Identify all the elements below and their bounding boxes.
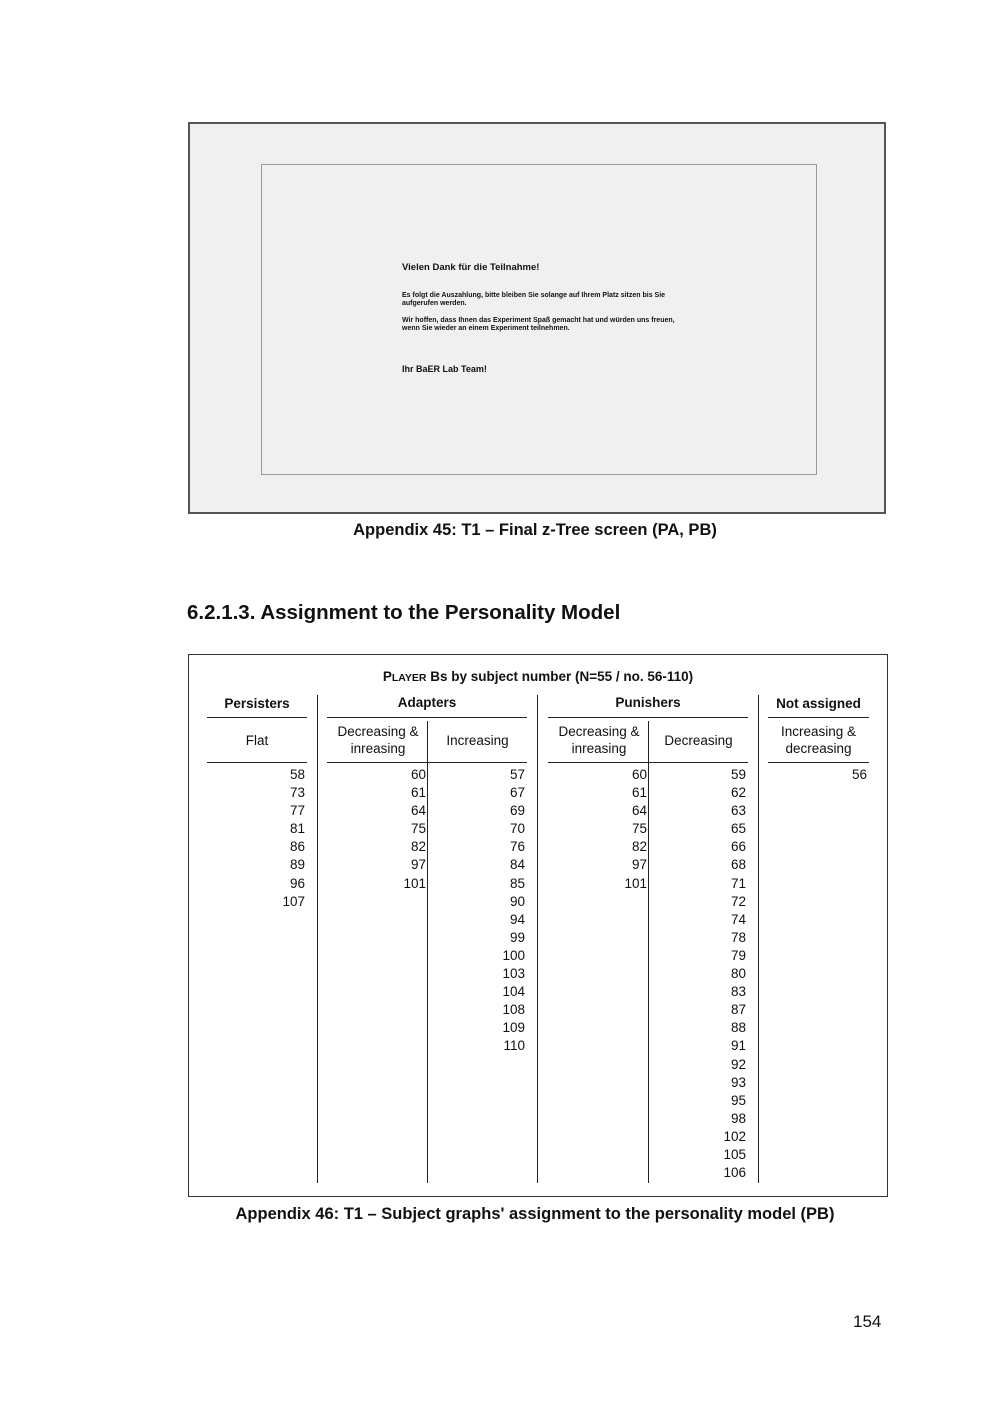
table-cell: 104 [502,984,525,1000]
column-punishers-dec-inc [548,766,647,893]
figure-caption-45: Appendix 45: T1 – Final z-Tree screen (PA, PB) [353,521,717,539]
table-cell: 99 [509,929,525,945]
table-cell: 78 [730,929,746,945]
divider-punishers-inner [648,721,649,1183]
table-cell: 67 [509,785,525,801]
table-cell: 88 [730,1020,746,1036]
subhead-punishers-dec-inc: Decreasing & inreasing [558,724,640,756]
table-cell: 58 [289,767,305,782]
table-cell: 90 [509,893,525,909]
table-title: PLAYER Bs by subject number (N=55 / no. 56-110) [382,669,694,684]
table-cell: 91 [730,1038,746,1054]
table-cell: 61 [631,785,647,801]
table-cell: 61 [410,785,426,801]
group-punishers: Punishers [615,695,681,710]
rule-sub-persisters [207,762,307,763]
divider-persisters-adapters [317,695,318,1183]
table-cell: 64 [631,803,647,819]
ztree-screenshot [188,122,886,514]
assignment-table [188,654,888,1197]
table-cell: 76 [509,839,525,855]
signoff-text: Ihr BaER Lab Team! [402,364,487,374]
table-cell: 110 [503,1038,525,1054]
table-cell: 98 [730,1110,746,1126]
table-cell: 95 [730,1092,746,1108]
column-punishers-dec [650,766,746,1182]
table-cell: 66 [730,839,746,855]
table-cell: 87 [730,1002,746,1018]
table-cell: 60 [631,767,647,782]
table-cell: 86 [289,839,305,855]
table-cell: 102 [723,1128,746,1144]
table-cell: 81 [289,821,305,837]
table-cell: 68 [730,857,746,873]
table-cell: 74 [730,911,746,927]
ztree-screen-panel [261,164,817,475]
table-cell: 101 [624,875,647,891]
table-cell: 82 [410,839,426,855]
column-adapters-dec-inc [327,766,426,893]
table-cell: 93 [730,1074,746,1090]
table-cell: 105 [723,1146,746,1162]
table-cell: 97 [410,857,426,873]
subhead-adapters-dec-inc: Decreasing & inreasing [337,724,419,756]
table-cell: 77 [289,803,305,819]
table-cell: 79 [730,947,746,963]
table-cell: 84 [509,857,525,873]
table-cell: 80 [730,966,746,982]
table-cell: 72 [730,893,746,909]
thanks-text: Vielen Dank für die Teilnahme! [402,262,540,273]
payout-note: Es folgt die Auszahlung, bitte bleiben Sie solange auf Ihrem Platz sitzen bis Sie aufgerufen werden. [402,292,666,308]
divider-adapters-inner [427,721,428,1183]
table-cell: 101 [403,875,426,891]
column-not-assigned [768,766,867,784]
table-cell: 85 [509,875,525,891]
table-cell: 92 [730,1056,746,1072]
rule-not-assigned [768,717,869,718]
table-cell: 97 [631,857,647,873]
figure-caption-46: Appendix 46: T1 – Subject graphs' assignment to the personality model (PB) [235,1205,835,1223]
table-cell: 75 [631,821,647,837]
rule-persisters [207,717,307,718]
column-adapters-inc [429,766,525,1056]
rule-adapters [327,717,527,718]
hope-note: Wir hoffen, dass Ihnen das Experiment Spaß gemacht hat und würden uns freuen, wenn Sie wieder an einem Experiment teilnehmen. [402,317,675,333]
table-cell: 89 [289,857,305,873]
table-cell: 70 [509,821,525,837]
table-cell: 75 [410,821,426,837]
table-cell: 109 [502,1020,525,1036]
column-persisters-flat [207,766,305,911]
table-cell: 65 [730,821,746,837]
table-cell: 94 [509,911,525,927]
rule-punishers [548,717,748,718]
group-persisters: Persisters [224,696,290,711]
page-number: 154 [853,1312,882,1331]
table-cell: 82 [631,839,647,855]
table-cell: 57 [509,767,525,782]
table-cell: 71 [730,875,746,891]
table-cell: 83 [730,984,746,1000]
group-not-assigned: Not assigned [776,696,861,711]
subhead-persisters-flat: Flat [245,733,269,748]
table-cell: 64 [410,803,426,819]
divider-adapters-punishers [537,695,538,1183]
table-cell: 69 [509,803,525,819]
table-cell: 73 [289,785,305,801]
table-cell: 100 [502,947,525,963]
rule-sub-not-assigned [768,762,869,763]
subhead-not-assigned: Increasing & decreasing [780,724,857,756]
table-cell: 107 [282,893,305,909]
table-cell: 62 [730,785,746,801]
group-adapters: Adapters [397,695,457,710]
table-cell: 108 [502,1002,525,1018]
table-cell: 96 [289,875,305,891]
table-cell: 103 [502,966,525,982]
table-cell: 59 [730,767,746,782]
table-cell: 63 [730,803,746,819]
table-cell: 56 [851,767,867,782]
section-heading: 6.2.1.3. Assignment to the Personality Model [187,601,621,624]
subhead-punishers-dec: Decreasing [664,733,733,748]
table-cell: 106 [723,1165,746,1181]
divider-punishers-not-assigned [758,695,759,1183]
table-cell: 60 [410,767,426,782]
subhead-adapters-inc: Increasing [446,733,509,748]
